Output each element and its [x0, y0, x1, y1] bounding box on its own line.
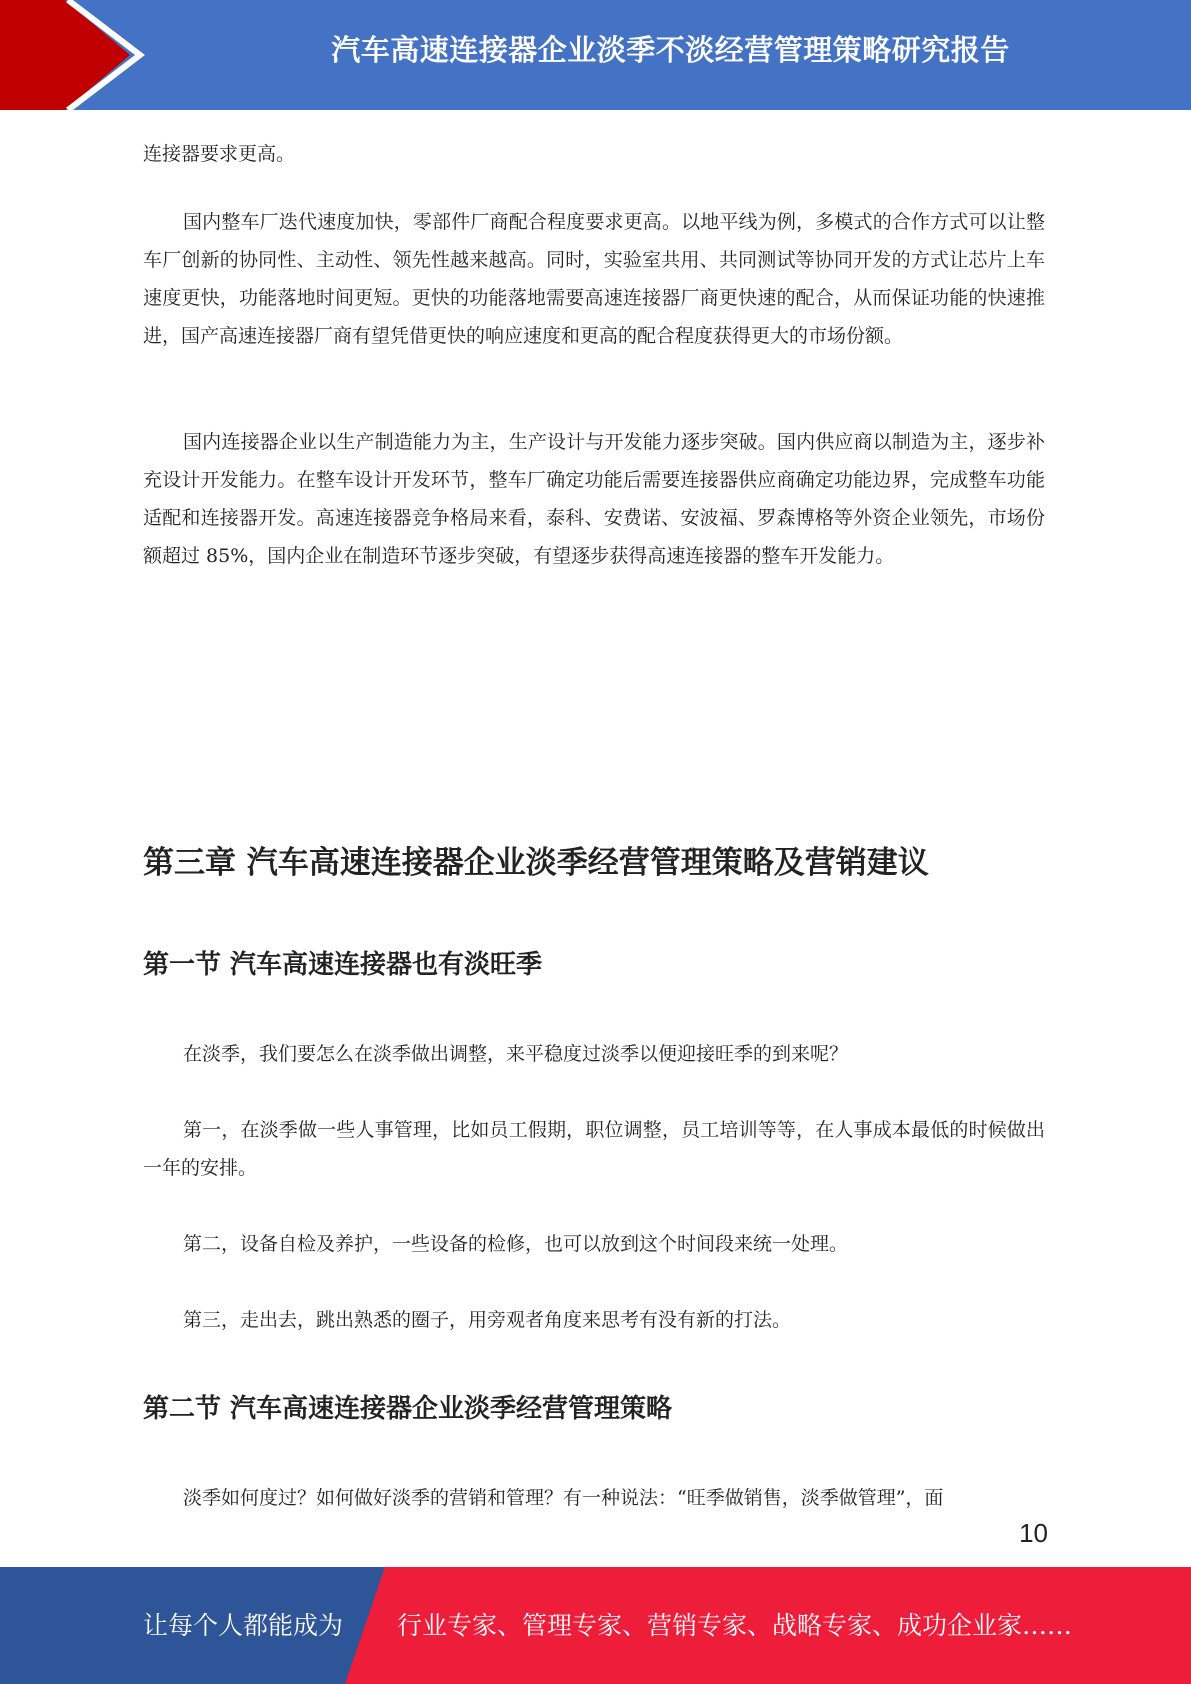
paragraph-block — [143, 203, 1045, 355]
paragraph-block — [143, 1301, 1045, 1339]
paragraph-block — [143, 1225, 1045, 1263]
paragraph: 国内整车厂迭代速度加快，零部件厂商配合程度要求更高。以地平线为例，多模式的合作方式可以让整车厂创新的协同性、主动性、领先性越来越高。同时，实验室共用、共同测试等协同开发的方式让芯片上车速度更快，功能落地时间更短。更快的功能落地需要高速连接器厂商更快速的配合，从而保证功能的快速推进，国产高速连接器厂商有望凭借更快的响应速度和更高的配合程度获得更大的市场份额。 — [143, 211, 1045, 347]
page-number: 10 — [1019, 1518, 1048, 1548]
paragraph: 在淡季，我们要怎么在淡季做出调整，来平稳度过淡季以便迎接旺季的到来呢？ — [183, 1043, 849, 1065]
paragraph: 连接器要求更高。 — [143, 143, 296, 165]
header-banner — [0, 0, 1191, 110]
footer-slogan-right: 行业专家、管理专家、营销专家、战略专家、成功企业家…… — [397, 1611, 1073, 1640]
paragraph: 第三，走出去，跳出熟悉的圈子，用旁观者角度来思考有没有新的打法。 — [183, 1309, 792, 1331]
paragraph-block — [143, 423, 1045, 575]
paragraph-block — [143, 1479, 1045, 1517]
header-title: 汽车高速连接器企业淡季不淡经营管理策略研究报告 — [331, 33, 1010, 67]
intro-text — [143, 135, 1045, 173]
paragraph-block — [143, 1111, 1045, 1187]
section-title: 第二节 汽车高速连接器企业淡季经营管理策略 — [143, 1394, 673, 1424]
section-title: 第一节 汽车高速连接器也有淡旺季 — [143, 950, 543, 980]
paragraph: 国内连接器企业以生产制造能力为主，生产设计与开发能力逐步突破。国内供应商以制造为主，逐步补充设计开发能力。在整车设计开发环节，整车厂确定功能后需要连接器供应商确定功能边界，完成整车功能适配和连接器开发。高速连接器竞争格局来看，泰科、安费诺、安波福、罗森博格等外资企业领先，市场份额超过 85%，国内企业在制造环节逐步突破，有望逐步获得高速连接器的整车开发能力。 — [143, 431, 1045, 567]
paragraph: 第一，在淡季做一些人事管理，比如员工假期，职位调整，员工培训等等，在人事成本最低的时候做出一年的安排。 — [143, 1119, 1045, 1179]
footer-banner — [0, 1567, 1191, 1684]
chapter-title: 第三章 汽车高速连接器企业淡季经营管理策略及营销建议 — [143, 845, 929, 881]
paragraph: 淡季如何度过？如何做好淡季的营销和管理？有一种说法：“旺季做销售，淡季做管理”，面 — [183, 1487, 944, 1509]
paragraph: 第二，设备自检及养护，一些设备的检修，也可以放到这个时间段来统一处理。 — [183, 1233, 849, 1255]
footer-slogan-left: 让每个人都能成为 — [143, 1611, 344, 1640]
paragraph-block — [143, 1035, 1045, 1073]
